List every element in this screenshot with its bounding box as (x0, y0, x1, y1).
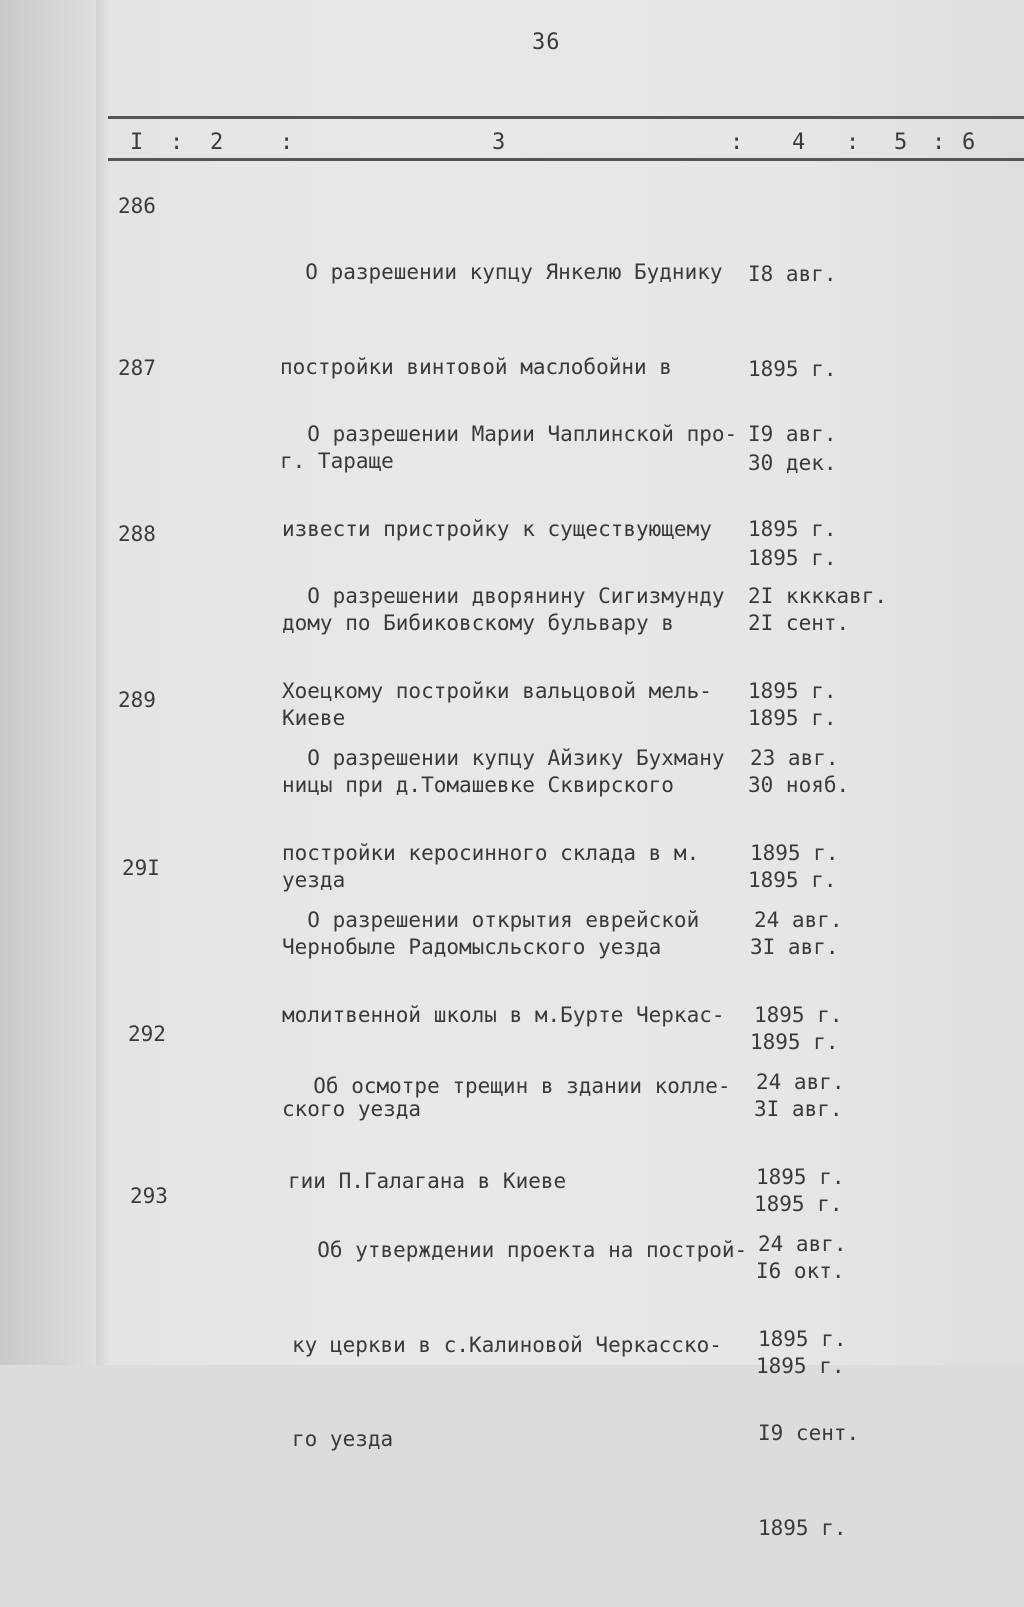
end-date-day: 30 нояб. (748, 773, 850, 797)
column-5-header: 5 (894, 130, 908, 155)
column-separator: : (932, 130, 946, 155)
entry-number: 29I (122, 856, 160, 880)
entry-number: 293 (130, 1184, 168, 1208)
binding-shadow (96, 0, 110, 1365)
column-separator: : (730, 130, 744, 155)
start-date-year: 1895 г. (750, 840, 839, 865)
column-2-header: 2 (210, 130, 224, 155)
end-date-year: 1895 г. (748, 867, 837, 892)
entry-dates (758, 1166, 859, 1607)
column-1-header: I (130, 130, 144, 155)
description-line: Об утверждении проекта на построй- (292, 1238, 748, 1262)
end-date-year: 1895 г. (758, 1515, 847, 1540)
end-date-day: I6 окт. (756, 1259, 845, 1283)
entry-description (292, 1172, 747, 1519)
end-date-day: 3I авг. (750, 935, 839, 959)
header-rule-top (108, 116, 1024, 119)
description-line: О разрешении купцу Айзику Бухману (282, 746, 725, 770)
description-line: О разрешении Марии Чаплинской про- (282, 422, 738, 446)
start-date-day: I8 авг. (748, 262, 837, 286)
description-line: извести пристройку к существующему (282, 516, 712, 541)
description-line: О разрешении дворянину Сигизмунду (282, 584, 725, 608)
description-line: го уезда (292, 1427, 394, 1451)
column-separator: : (280, 130, 294, 155)
description-line: молитвенной школы в м.Бурте Черкас- (282, 1002, 725, 1027)
entry-number: 288 (118, 522, 156, 546)
entry-number: 289 (118, 688, 156, 712)
description-line: ку церкви в с.Калиновой Черкасско- (292, 1332, 722, 1357)
description-line: Чернобыле Радомысльского уезда (282, 935, 662, 959)
end-date-day: 2I сент. (748, 611, 850, 635)
end-date-year: 1895 г. (748, 545, 837, 570)
end-date-year: 1895 г. (756, 1353, 845, 1378)
description-line: г. Тараще (280, 449, 394, 473)
description-line: постройки винтовой маслобойни в (280, 354, 672, 379)
start-date-day: 24 авг. (754, 908, 843, 932)
description-line: дому по Бибиковскому бульвару в (282, 611, 674, 635)
end-date-day: I9 сент. (758, 1421, 860, 1445)
column-6-header: 6 (962, 130, 976, 155)
description-line: Об осмотре трещин в здании колле- (288, 1074, 731, 1098)
description-line: О разрешении купцу Янкелю Буднику (280, 260, 723, 284)
start-date-year: 1895 г. (748, 356, 837, 381)
description-line: ницы при д.Томашевке Сквирского (282, 773, 674, 797)
end-date-year: 1895 г. (750, 1029, 839, 1054)
page-number: 36 (532, 30, 561, 55)
header-rule-bottom (108, 158, 1024, 161)
description-line: Киеве (282, 705, 346, 730)
description-line: ского уезда (282, 1097, 422, 1121)
start-date-year: 1895 г. (748, 678, 837, 703)
end-date-year: 1895 г. (748, 705, 837, 730)
entry-number: 292 (128, 1022, 166, 1046)
column-separator: : (170, 130, 184, 155)
end-date-day: 30 дек. (748, 451, 837, 475)
start-date-day: 23 авг. (750, 746, 839, 770)
end-date-day: 3I авг. (754, 1097, 843, 1121)
column-3-header: 3 (492, 130, 506, 155)
column-separator: : (846, 130, 860, 155)
column-4-header: 4 (792, 130, 806, 155)
entry-number: 286 (118, 194, 156, 218)
start-date-day: 2I ккккавг. (748, 584, 888, 608)
start-date-year: 1895 г. (756, 1164, 845, 1189)
description-line: О разрешении открытия еврейской (282, 908, 700, 932)
start-date-year: 1895 г. (754, 1002, 843, 1027)
start-date-year: 1895 г. (748, 516, 837, 541)
description-line: Хоецкому постройки вальцовой мель- (282, 678, 712, 703)
start-date-day: I9 авг. (748, 422, 837, 446)
description-line: постройки керосинного склада в м. (282, 840, 700, 865)
entry-number: 287 (118, 356, 156, 380)
start-date-day: 24 авг. (756, 1070, 845, 1094)
description-line: уезда (282, 867, 346, 892)
start-date-year: 1895 г. (758, 1326, 847, 1351)
start-date-day: 24 авг. (758, 1232, 847, 1256)
end-date-year: 1895 г. (754, 1191, 843, 1216)
description-line: гии П.Галагана в Киеве (288, 1168, 567, 1193)
